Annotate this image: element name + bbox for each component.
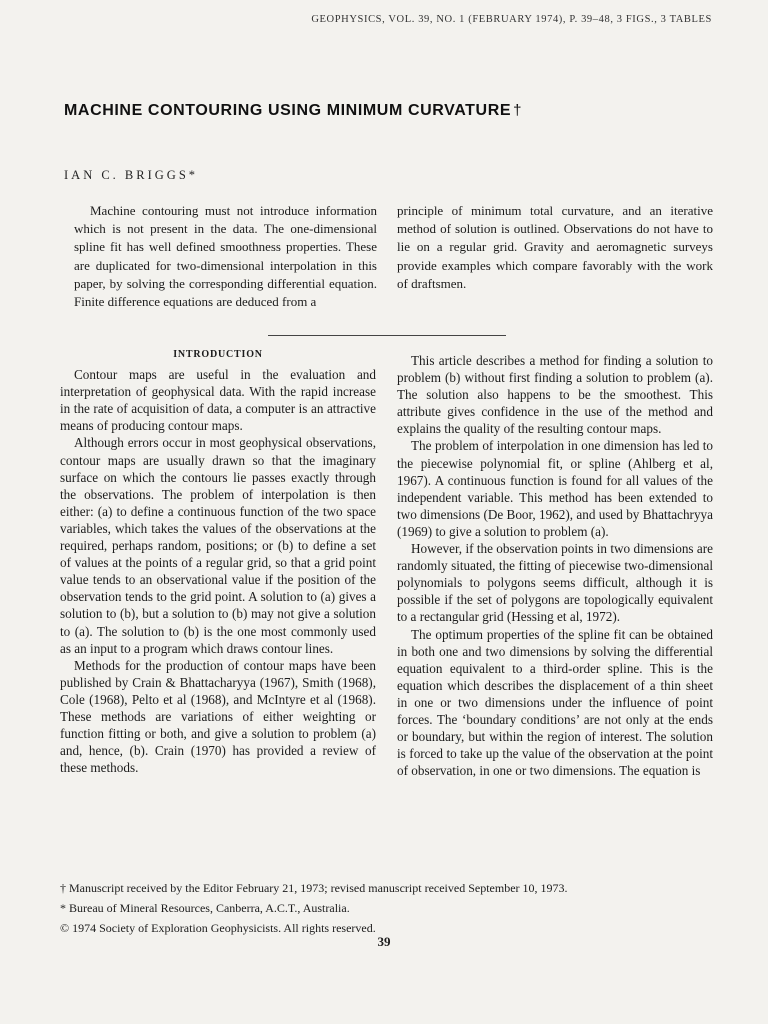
abstract-right-column — [397, 202, 713, 293]
footnote-manuscript: † Manuscript received by the Editor February 21, 1973; revised manuscript received September 10, 1973. — [60, 881, 568, 895]
title-text: MACHINE CONTOURING USING MINIMUM CURVATURE — [64, 102, 512, 119]
paragraph: The optimum properties of the spline fit can be obtained in both one and two dimensions by solving the differential equation equivalent to a third-order spline. This is the equation which describes the displacement of a thin sheet in one or two dimensions under the influence of point forces. The ‘boundary conditions’ are not only at the ends or boundary, but within the region of interest. The solution is forced to take up the value of the observation at the point of observation, in one or two dimensions. The equation is — [397, 626, 713, 779]
body-left-column — [60, 346, 376, 776]
footnote-affiliation: * Bureau of Mineral Resources, Canberra, A.C.T., Australia. — [60, 901, 350, 915]
paragraph: However, if the observation points in two dimensions are randomly situated, the fitting of piecewise two-dimensional polynomials to polygons seems difficult, although it is possible if the set of polygons are topologically equivalent to a rectangular grid (Hessing et al, 1972). — [397, 541, 713, 625]
paragraph: Methods for the production of contour maps have been published by Crain & Bhattacharyya (1967), Smith (1968), Cole (1968), Pelto et al (1968), and McIntyre et al (1968). These methods are variations of either weighting or function fitting or both, and give a solution to problem (a) and, hence, (b). Crain (1970) has provided a review of these methods. — [60, 657, 376, 776]
footnote-copyright: © 1974 Society of Exploration Geophysicists. All rights reserved. — [60, 921, 376, 935]
section-divider — [268, 335, 506, 336]
paragraph: The problem of interpolation in one dimension has led to the piecewise polynomial fit, or spline (Ahlberg et al, 1967). A continuous function is found for all values of the independent variable. This method has been extended to two dimensions (De Boor, 1962), and used by Bhattachryya (1969) to give a solution to problem (a). — [397, 438, 713, 539]
running-head: GEOPHYSICS, VOL. 39, NO. 1 (FEBRUARY 1974), P. 39–48, 3 FIGS., 3 TABLES — [311, 14, 712, 25]
paragraph: Contour maps are useful in the evaluation and interpretation of geophysical data. With the rapid increase in the rate of acquisition of data, a computer is an attractive means of producing contour maps. — [60, 367, 376, 434]
body-right-column — [397, 352, 713, 779]
author-name: IAN C. BRIGGS* — [64, 168, 199, 182]
abstract-left-column — [74, 202, 377, 311]
section-heading-introduction: INTRODUCTION — [173, 349, 263, 360]
paragraph: This article describes a method for finding a solution to problem (b) without first finding a solution to problem (a). The solution also happens to be the smoothest. This attribute gives confidence in the use of the method and explains the quality of the resulting contour maps. — [397, 353, 713, 437]
page-number: 39 — [377, 934, 391, 949]
abstract-text-left: Machine contouring must not introduce information which is not present in the data. The one-dimensional spline fit has well defined smoothness properties. These are duplicated for two-dimensional interpolation in this paper, by solving the corresponding differential equation. Finite difference equations are deduced from a — [74, 203, 377, 310]
article-title — [64, 102, 728, 120]
paragraph: Although errors occur in most geophysical observations, contour maps are usually drawn so that the imaginary surface on which the contours lie passes exactly through the observations. The problem of interpolation is then either: (a) to define a continuous function of the two space variables, which takes the values of the observations at the required, perhaps random, positions; or (b) to define a set of values at the points of a regular grid, so that a grid point value tends to an observational value if the position of the observation tends to the grid point. A solution to (a) gives a solution to (b), but a solution to (b) may not give a solution to (a). The solution to (b) is the one most commonly used as an input to a program which draws contour lines. — [60, 435, 376, 656]
footnotes — [60, 878, 728, 938]
abstract-text-right: principle of minimum total curvature, and an iterative method of solution is outlined. Observations do not have to lie on a regular grid. Gravity and aeromagnetic surveys provide examples which compare favorably with the work of draftsmen. — [397, 203, 713, 291]
title-footnote-mark: † — [513, 102, 523, 119]
